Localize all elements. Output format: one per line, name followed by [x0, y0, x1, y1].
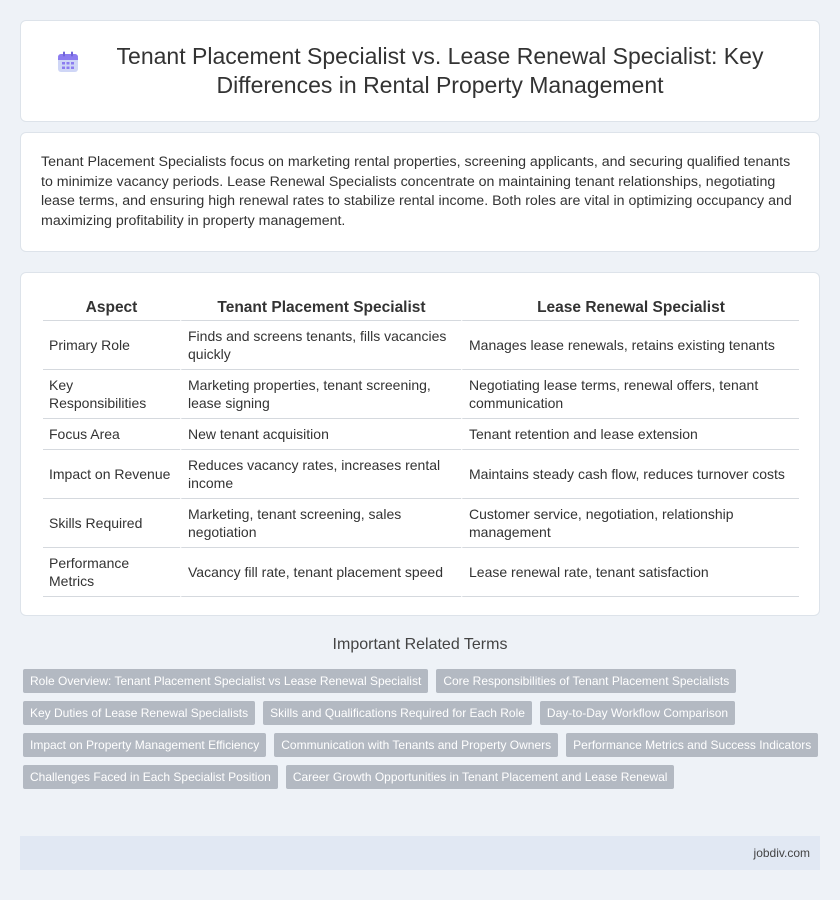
related-term-tag[interactable]: Challenges Faced in Each Specialist Position	[23, 765, 278, 789]
table-row	[43, 450, 799, 499]
table-cell-aspect: Skills Required	[43, 499, 180, 548]
table-cell: Customer service, negotiation, relationship management	[461, 499, 799, 548]
comparison-table	[43, 295, 799, 597]
related-term-tag[interactable]: Day-to-Day Workflow Comparison	[540, 701, 735, 725]
column-header-tenant-placement: Tenant Placement Specialist	[180, 295, 461, 321]
table-cell: New tenant acquisition	[180, 419, 461, 450]
table-cell-aspect: Impact on Revenue	[43, 450, 180, 499]
table-cell: Vacancy fill rate, tenant placement speed	[180, 548, 461, 597]
column-header-aspect: Aspect	[43, 295, 180, 321]
footer	[20, 836, 820, 870]
related-terms-title: Important Related Terms	[332, 636, 508, 653]
table-cell: Tenant retention and lease extension	[461, 419, 799, 450]
table-cell-aspect: Primary Role	[43, 321, 180, 370]
related-term-tag[interactable]: Core Responsibilities of Tenant Placement Specialists	[436, 669, 736, 693]
table-cell: Marketing, tenant screening, sales negotiation	[180, 499, 461, 548]
table-row	[43, 321, 799, 370]
table-cell: Finds and screens tenants, fills vacancies quickly	[180, 321, 461, 370]
page-title: Tenant Placement Specialist vs. Lease Renewal Specialist: Key Differences in Rental Property Management	[116, 43, 764, 98]
intro-card	[20, 132, 820, 252]
table-cell: Negotiating lease terms, renewal offers, tenant communication	[461, 370, 799, 419]
comparison-table-card	[20, 272, 820, 616]
related-term-tag[interactable]: Key Duties of Lease Renewal Specialists	[23, 701, 255, 725]
calendar-icon	[55, 62, 81, 80]
table-cell-aspect: Key Responsibilities	[43, 370, 180, 419]
table-cell-aspect: Focus Area	[43, 419, 180, 450]
related-term-tag[interactable]: Career Growth Opportunities in Tenant Placement and Lease Renewal	[286, 765, 675, 789]
header-card	[20, 20, 820, 122]
related-term-tag[interactable]: Performance Metrics and Success Indicators	[566, 733, 818, 757]
related-term-tag[interactable]: Skills and Qualifications Required for Each Role	[263, 701, 532, 725]
table-cell: Reduces vacancy rates, increases rental income	[180, 450, 461, 499]
table-cell: Lease renewal rate, tenant satisfaction	[461, 548, 799, 597]
table-row	[43, 548, 799, 597]
table-row	[43, 499, 799, 548]
related-term-tag[interactable]: Impact on Property Management Efficiency	[23, 733, 266, 757]
table-cell: Manages lease renewals, retains existing tenants	[461, 321, 799, 370]
table-cell-aspect: Performance Metrics	[43, 548, 180, 597]
table-cell: Maintains steady cash flow, reduces turnover costs	[461, 450, 799, 499]
table-row	[43, 370, 799, 419]
table-cell: Marketing properties, tenant screening, lease signing	[180, 370, 461, 419]
column-header-lease-renewal: Lease Renewal Specialist	[461, 295, 799, 321]
footer-site-link[interactable]: jobdiv.com	[753, 846, 810, 860]
table-row	[43, 419, 799, 450]
table-header-row	[43, 295, 799, 321]
title-wrap	[55, 42, 785, 100]
related-term-tag[interactable]: Communication with Tenants and Property Owners	[274, 733, 558, 757]
intro-text: Tenant Placement Specialists focus on marketing rental properties, screening applicants, and securing qualified tenants to minimize vacancy periods. Lease Renewal Specialists concentrate on maintaining tenant relationships, negotiating lease terms, and ensuring high renewal rates to stabilize rental income. Both roles are vital in optimizing occupancy and maximizing profitability in property management.	[41, 154, 792, 229]
related-terms-list	[23, 669, 823, 789]
related-term-tag[interactable]: Role Overview: Tenant Placement Specialist vs Lease Renewal Specialist	[23, 669, 428, 693]
